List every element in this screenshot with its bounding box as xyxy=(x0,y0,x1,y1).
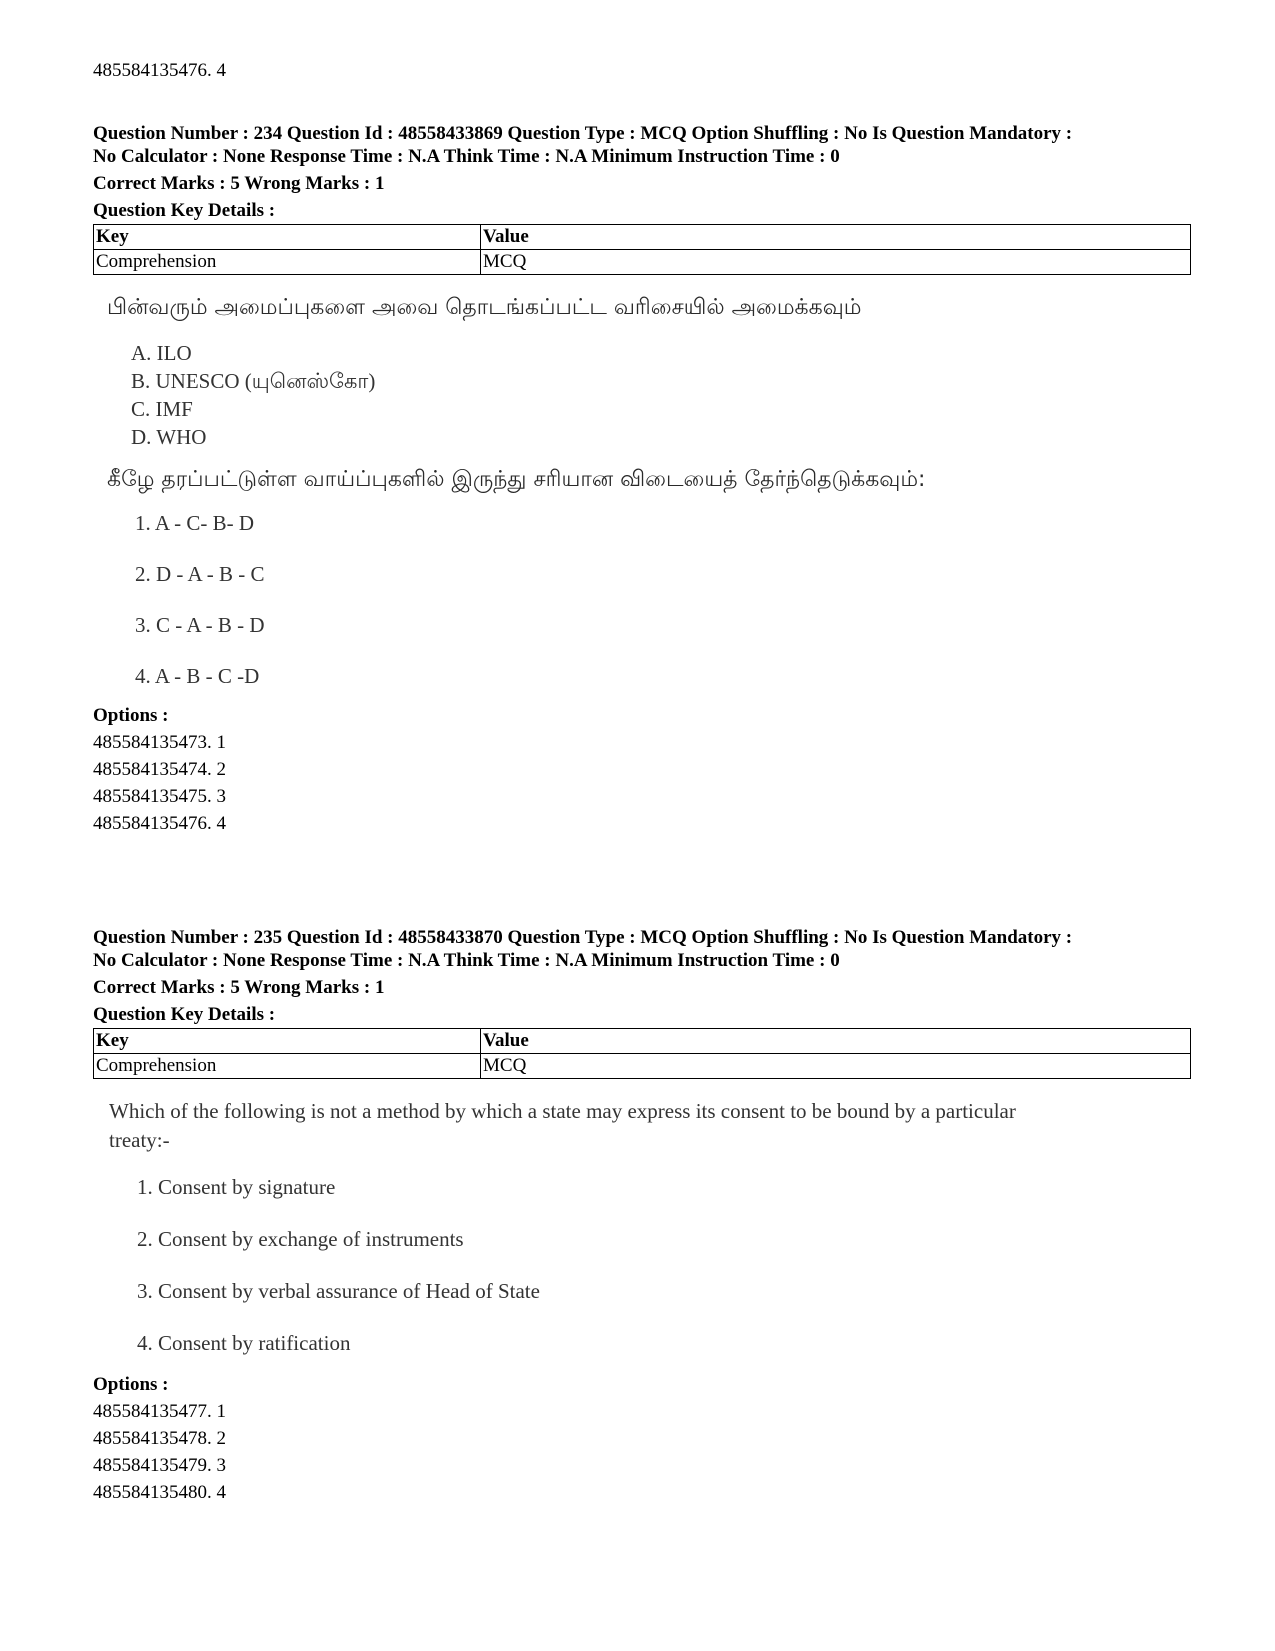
table-cell-value: MCQ xyxy=(481,1054,1191,1079)
list-item: B. UNESCO (யுனெஸ்கோ) xyxy=(131,369,376,393)
table-header-row xyxy=(94,225,1191,250)
table-row xyxy=(94,1054,1191,1079)
options-label: Options : xyxy=(93,1374,169,1395)
option-line: 485584135477. 1 xyxy=(93,1401,226,1422)
list-item: C. IMF xyxy=(131,397,193,421)
answer-choice: 4. Consent by ratification xyxy=(137,1331,351,1355)
question-prompt-line2: treaty:- xyxy=(109,1128,170,1152)
key-details-label: Question Key Details : xyxy=(93,200,276,221)
question-prompt: பின்வரும் அமைப்புகளை அவை தொடங்கப்பட்ட வரிசையில் அமைக்கவும் xyxy=(107,295,862,320)
option-line: 485584135474. 2 xyxy=(93,759,226,780)
marks-line: Correct Marks : 5 Wrong Marks : 1 xyxy=(93,977,385,998)
answer-choice: 4. A - B - C -D xyxy=(135,664,260,688)
question-items-list xyxy=(131,339,1193,451)
question-prompt-line1: Which of the following is not a method by which a state may express its consent to be bound by a particular xyxy=(109,1099,1016,1123)
option-line: 485584135478. 2 xyxy=(93,1428,226,1449)
question-header-line1: Question Number : 234 Question Id : 48558433869 Question Type : MCQ Option Shuffling : No Is Question Mandatory : xyxy=(93,123,1073,144)
answer-choice: 3. Consent by verbal assurance of Head of State xyxy=(137,1279,540,1303)
question-instruction: கீழே தரப்பட்டுள்ள வாய்ப்புகளில் இருந்து சரியான விடையைத் தேர்ந்தெடுக்கவும்: xyxy=(107,467,926,492)
table-cell-key: Comprehension xyxy=(94,1054,481,1079)
option-line: 485584135479. 3 xyxy=(93,1455,226,1476)
table-header-key: Key xyxy=(94,1029,481,1054)
question-block-235 xyxy=(93,926,1193,1506)
question-block-234 xyxy=(93,122,1193,837)
list-item: D. WHO xyxy=(131,425,207,449)
answer-choice: 2. D - A - B - C xyxy=(135,562,265,586)
list-item: A. ILO xyxy=(131,341,192,365)
answer-choice: 3. C - A - B - D xyxy=(135,613,265,637)
marks-line: Correct Marks : 5 Wrong Marks : 1 xyxy=(93,173,385,194)
key-details-label: Question Key Details : xyxy=(93,1004,276,1025)
table-cell-key: Comprehension xyxy=(94,250,481,275)
table-header-row xyxy=(94,1029,1191,1054)
table-row xyxy=(94,250,1191,275)
question-prompt xyxy=(109,1097,1193,1155)
question-header-line1: Question Number : 235 Question Id : 48558433870 Question Type : MCQ Option Shuffling : No Is Question Mandatory : xyxy=(93,927,1073,948)
table-header-value: Value xyxy=(481,1029,1191,1054)
options-label: Options : xyxy=(93,705,169,726)
answer-choice: 2. Consent by exchange of instruments xyxy=(137,1227,464,1251)
previous-option-line: 485584135476. 4 xyxy=(93,60,226,81)
option-line: 485584135476. 4 xyxy=(93,813,226,834)
table-cell-value: MCQ xyxy=(481,250,1191,275)
answer-choices-list xyxy=(137,1173,1193,1371)
question-header-line2: No Calculator : None Response Time : N.A Think Time : N.A Minimum Instruction Time : 0 xyxy=(93,146,840,167)
answer-choices-list xyxy=(135,509,1193,702)
option-line: 485584135473. 1 xyxy=(93,732,226,753)
option-line: 485584135480. 4 xyxy=(93,1482,226,1503)
key-details-table xyxy=(93,224,1191,275)
option-line: 485584135475. 3 xyxy=(93,786,226,807)
answer-choice: 1. Consent by signature xyxy=(137,1175,336,1199)
key-details-table xyxy=(93,1028,1191,1079)
table-header-key: Key xyxy=(94,225,481,250)
answer-choice: 1. A - C- B- D xyxy=(135,511,255,535)
question-header-line2: No Calculator : None Response Time : N.A Think Time : N.A Minimum Instruction Time : 0 xyxy=(93,950,840,971)
table-header-value: Value xyxy=(481,225,1191,250)
